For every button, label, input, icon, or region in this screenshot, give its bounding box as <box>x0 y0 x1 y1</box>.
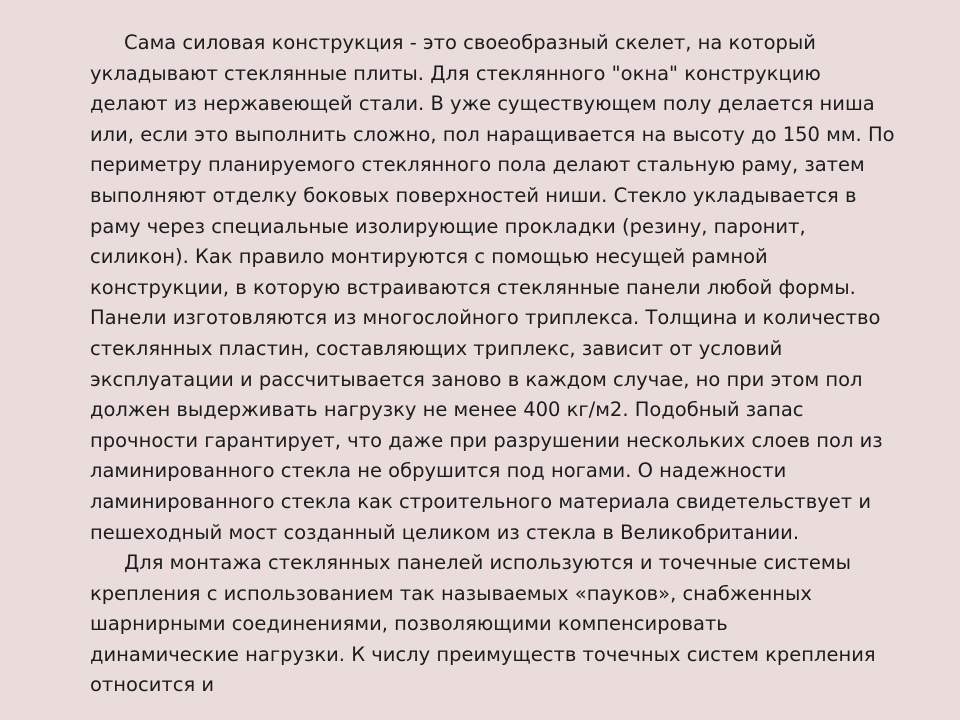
text-line: делают из нержавеющей стали. В уже существующем полу делается ниша <box>90 92 875 116</box>
text-line: крепления с использованием так называемых «пауков», снабженных <box>90 581 812 605</box>
text-line: выполняют отделку боковых поверхностей ниши. Стекло укладывается в <box>90 183 857 207</box>
text-line: прочности гарантирует, что даже при разрушении нескольких слоев пол из <box>90 428 883 452</box>
text-line: эксплуатации и рассчитывается заново в каждом случае, но при этом пол <box>90 367 863 391</box>
paragraph-1 <box>90 28 895 548</box>
text-line: динамические нагрузки. К числу преимуществ точечных систем крепления <box>90 642 876 666</box>
text-line: относится и <box>90 673 215 697</box>
text-line: конструкции, в которую встраиваются стеклянные панели любой формы. <box>90 275 856 299</box>
text-line: шарнирными соединениями, позволяющими компенсировать <box>90 612 728 636</box>
text-line: периметру планируемого стеклянного пола делают стальную раму, затем <box>90 153 865 177</box>
text-line: раму через специальные изолирующие прокладки (резину, паронит, <box>90 214 806 238</box>
text-line: пешеходный мост созданный целиком из стекла в Великобритании. <box>90 520 800 544</box>
text-line: силикон). Как правило монтируются с помощью несущей рамной <box>90 245 768 269</box>
body-text <box>90 28 895 701</box>
text-line: ламинированного стекла как строительного материала свидетельствует и <box>90 489 872 513</box>
text-line: стеклянных пластин, составляющих триплекс, зависит от условий <box>90 336 783 360</box>
text-line: укладывают стеклянные плиты. Для стеклянного "окна" конструкцию <box>90 61 821 85</box>
text-line: ламинированного стекла не обрушится под ногами. О надежности <box>90 459 787 483</box>
paragraph-2 <box>90 548 890 701</box>
text-line: или, если это выполнить сложно, пол наращивается на высоту до 150 мм. По <box>90 122 895 146</box>
text-line: Сама силовая конструкция - это своеобразный скелет, на который <box>124 31 816 54</box>
text-line: Панели изготовляются из многослойного триплекса. Толщина и количество <box>90 306 881 330</box>
text-line: должен выдерживать нагрузку не менее 400 кг/м2. Подобный запас <box>90 398 804 422</box>
text-line: Для монтажа стеклянных панелей используются и точечные системы <box>124 551 851 575</box>
